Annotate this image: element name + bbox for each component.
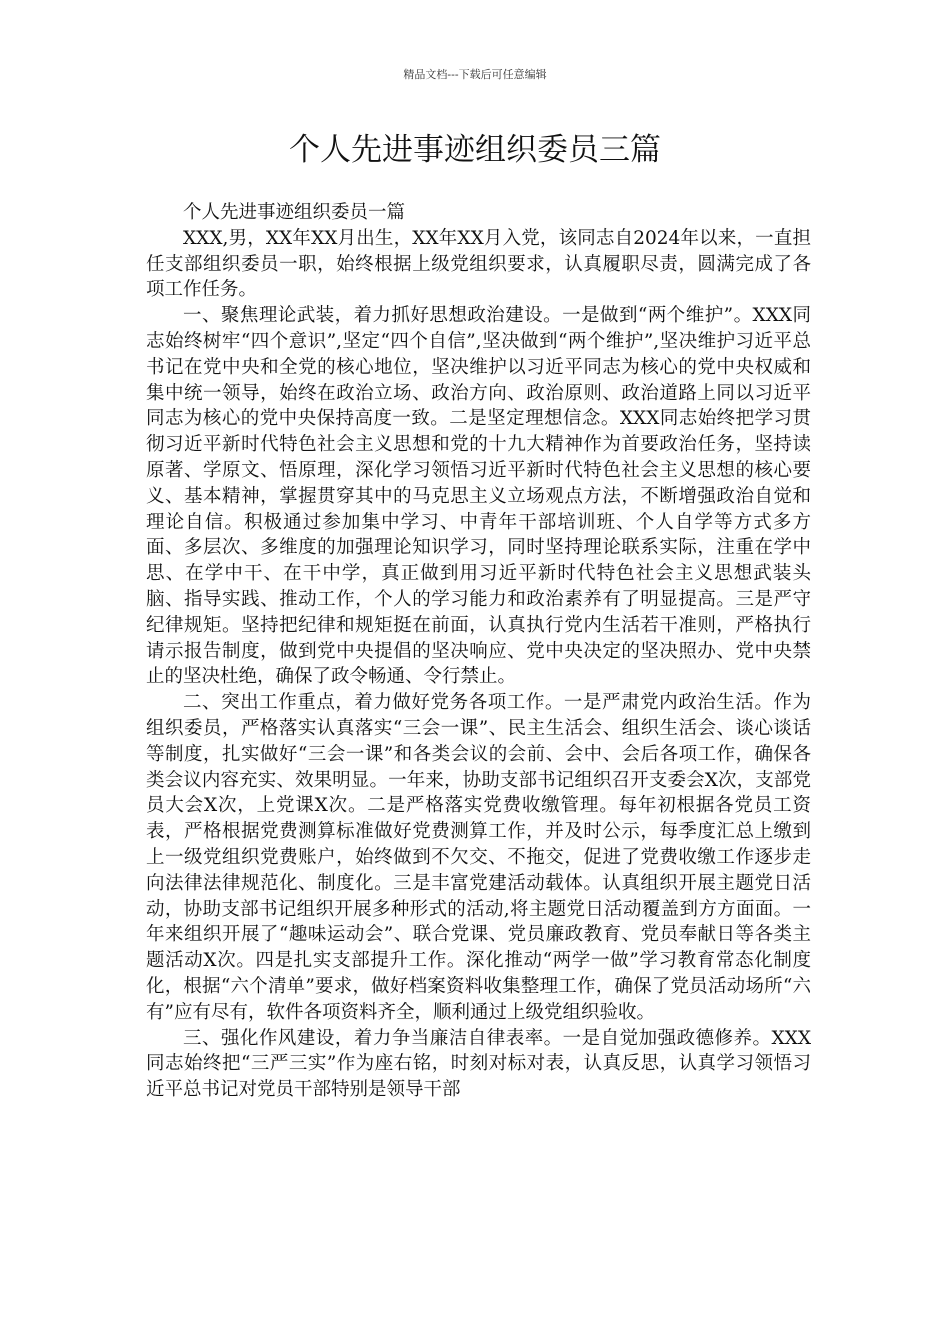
intro-paragraph: XXX,男，XX年XX月出生，XX年XX月入党，该同志自2024年以来，一直担任支部组织委员一职，始终根据上级党组织要求，认真履职尽责，圆满完成了各项工作任务。 bbox=[146, 227, 811, 301]
header-note: 精品文档---下载后可任意编辑 bbox=[403, 68, 547, 81]
document-body bbox=[146, 200, 811, 1103]
section-heading: 个人先进事迹组织委员一篇 bbox=[183, 202, 406, 223]
document-title: 个人先进事迹组织委员三篇 bbox=[289, 132, 661, 168]
paragraph-theory: 一、聚焦理论武装，着力抓好思想政治建设。一是做到“两个维护”。XXX同志始终树牢“四个意识”,坚定“四个自信”,坚决做到“两个维护”,坚决维护习近平总书记在党中央和全党的核心地位，坚决维护以习近平同志为核心的党中央权威和集中统一领导，始终在政治立场、政治方向、政治原则、政治道路上同以习近平同志为核心的党中央保持高度一致。二是坚定理想信念。XXX同志始终把学习贯彻习近平新时代特色社会主义思想和党的十九大精神作为首要政治任务，坚持读原著、学原文、悟原理，深化学习领悟习近平新时代特色社会主义思想的核心要义、基本精神，掌握贯穿其中的马克思主义立场观点方法，不断增强政治自觉和理论自信。积极通过参加集中学习、中青年干部培训班、个人自学等方式多方面、多层次、多维度的加强理论知识学习，同时坚持理论联系实际，注重在学中思、在学中干、在干中学，真正做到用习近平新时代特色社会主义思想武装头脑、指导实践、推动工作，个人的学习能力和政治素养有了明显提高。三是严守纪律规矩。坚持把纪律和规矩挺在前面，认真执行党内生活若干准则，严格执行请示报告制度，做到党中央提倡的坚决响应、党中央决定的坚决照办、党中央禁止的坚决杜绝，确保了政令畅通、令行禁止。 bbox=[146, 305, 811, 688]
paragraph-party-affairs: 二、突出工作重点，着力做好党务各项工作。一是严肃党内政治生活。作为组织委员，严格落实认真落实“三会一课”、民主生活会、组织生活会、谈心谈话等制度，扎实做好“三会一课”和各类会议的会前、会中、会后各项工作，确保各类会议内容充实、效果明显。一年来，协助支部书记组织召开支委会X次，支部党员大会X次，上党课X次。二是严格落实党费收缴管理。每年初根据各党员工资表，严格根据党费测算标准做好党费测算工作，并及时公示，每季度汇总上缴到上一级党组织党费账户，始终做到不欠交、不拖交，促进了党费收缴工作逐步走向法律法律规范化、制度化。三是丰富党建活动载体。认真组织开展主题党日活动，协助支部书记组织开展多种形式的活动,将主题党日活动覆盖到方方面面。一年来组织开展了“趣味运动会”、联合党课、党员廉政教育、党员奉献日等各类主题活动X次。四是扎实支部提升工作。深化推动“两学一做”学习教育常态化制度化，根据“六个清单”要求，做好档案资料收集整理工作，确保了党员活动场所“六有”应有尽有，软件各项资料齐全，顺利通过上级党组织验收。 bbox=[146, 692, 811, 1023]
paragraph-conduct: 三、强化作风建设，着力争当廉洁自律表率。一是自觉加强政德修养。XXX同志始终把“三严三实”作为座右铭，时刻对标对表，认真反思，认真学习领悟习近平总书记对党员干部特别是领导干部 bbox=[146, 1027, 811, 1101]
